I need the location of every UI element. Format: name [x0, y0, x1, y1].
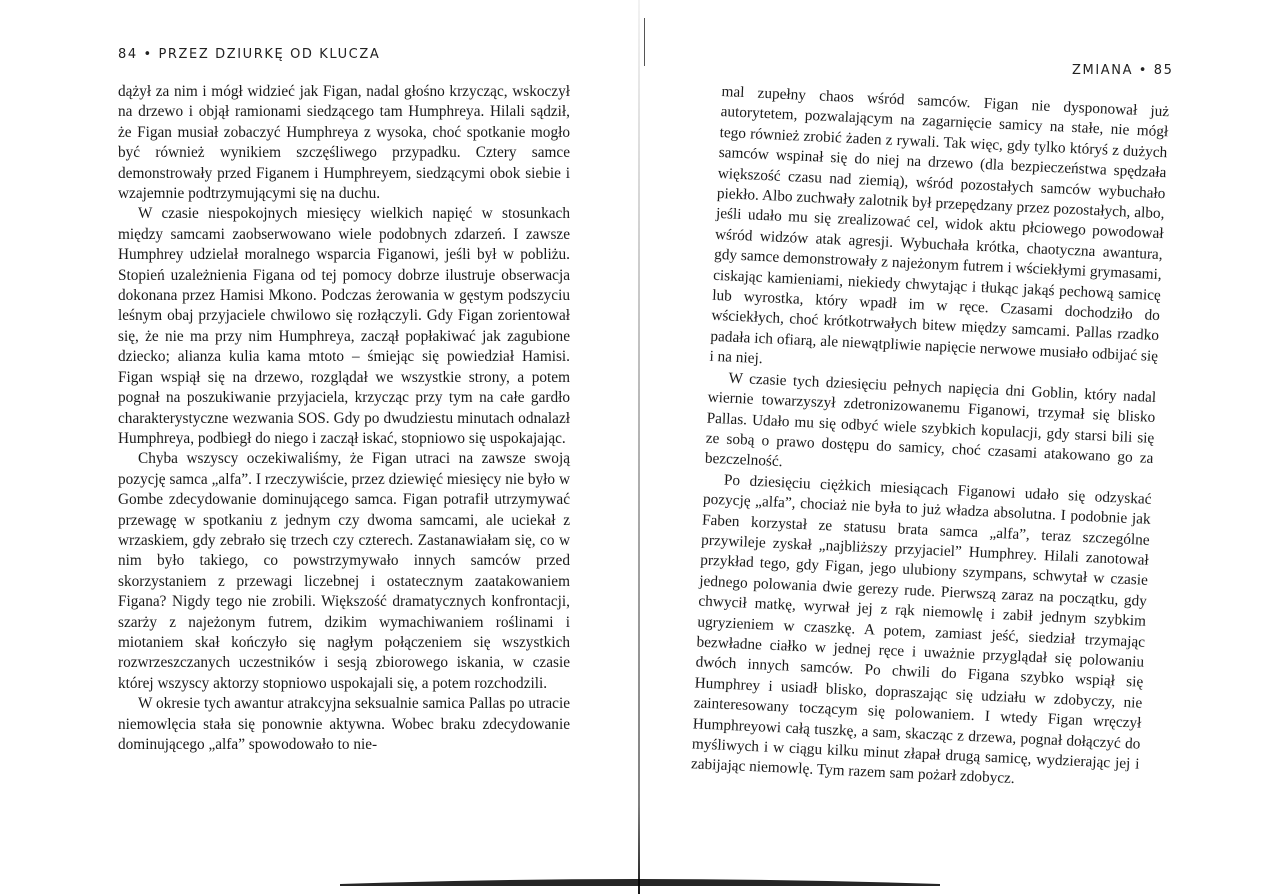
right-paragraph-1: mal zupełny chaos wśród samców. Figan nie dysponował już autorytetem, pozwalającym na zagarnięcie samicy na stałe, nie mógł tego również zrobić żaden z rywali. Tak więc, gdy tylko któryś z dużych samców wspinał się do niej na drzewo (dla bezpieczeństwa spędzała większość czasu nad ziemią), wśród pozostałych samców wybuchało piekło. Albo zuchwały zalotnik był przepędzany przez pozostałych, albo, jeśli udało mu się zrealizować cel, widok aktu płciowego powodował wśród widzów atak agresji. Wybuchała krótka, chaotyczna awantura, gdy samce demonstrowały z najeżonym futrem i wściekłymi grymasami, ciskając kamieniami, niekiedy chwytając i tłukąc jakąś pechową samicę lub wyrostka, który wpadł im w ręce. Czasami dochodziło do wściekłych, choć krótkotrwałych bitew między samcami. Pallas rzadko padała ich ofiarą, ale niewątpliwie napięcie nerwowe musiało odbijać się i na niej. — [709, 82, 1170, 368]
left-paragraph-3: Chyba wszyscy oczekiwaliśmy, że Figan utraci na zawsze swoją pozycję samca „alfa”. I rzeczywiście, przez dziewięć miesięcy nie było w Gombe zdecydowanie dominującego samca. Figan potrafił utrzymywać przewagę w spotkaniu z jednym czy dwoma samcami, ale uciekał z wrzaskiem, gdy zebrało się trzech czy czterech. Zastanawiałam się, co w nim było takiego, co powstrzymywało innych samców przed skorzystaniem z przewagi liczebnej i ostatecznym zaatakowaniem Figana? Nigdy tego nie zrobili. Większość dramatycznych konfrontacji, szarży z najeżonym futrem, dzikim wymachiwaniem roślinami i miotaniem skał kończyło się nagłym połączeniem się wszystkich rozwrzeszczanych uczestników i sesją zbiorowego iskania, w czasie której wszyscy aktorzy stopniowo uspokajali się, a potem rozchodzili. — [118, 450, 570, 692]
left-paragraph-1: dążył za nim i mógł widzieć jak Figan, nadal głośno krzycząc, wskoczył na drzewo i objął ramionami siedzącego tam Humphreya. Hilali sądził, że Figan musiał zobaczyć Humphreya z wysoka, choć spotkanie mogło być również wynikiem szczęśliwego przypadku. Cztery samce demonstrowały przed Figanem i Humphreyem, siedzącymi obok siebie i wzajemnie podtrzymującymi się na duchu. — [118, 83, 570, 203]
right-paragraph-2: W czasie tych dziesięciu pełnych napięcia dni Goblin, który nadal wiernie towarzyszył zdetronizowanemu Figanowi, trzymał się blisko Pallas. Udało mu się odbyć wiele szybkich kopulacji, gdy starsi bili się ze sobą o prawo dostępu do samicy, choć czasami atakowano go za bezczelność. — [704, 369, 1157, 471]
right-page-header: ZMIANA • 85 — [1072, 63, 1174, 78]
book-gutter — [638, 0, 640, 894]
left-paragraph-4: W okresie tych awantur atrakcyjna seksualnie samica Pallas po utracie niemowlęcia stała się ponownie aktywna. Wobec braku zdecydowanie dominującego „alfa” spowodowało to nie- — [118, 695, 570, 753]
left-paragraph-2: W czasie niespokojnych miesięcy wielkich napięć w stosunkach między samcami zaobserwowano wiele podobnych zdarzeń. I zawsze Humphrey udzielał moralnego wsparcia Figanowi, jeśli był w pobliżu. Stopień uzależnienia Figana od tej pomocy dobrze ilustruje obserwacja dokonana przez Hamisi Mkono. Podczas żerowania w gęstym podszyciu leśnym obaj przyjaciele chwilowo się rozłączyli. Gdy Figan zorientował się, że nie ma przy nim Humphreya, zaczął popłakiwać jak zagubione dziecko; alianza kulia kama mtoto – śmiejąc się powiedział Hamisi. Figan wspiął się na drzewo, rozglądał we wszystkie strony, a potem pognał na poszukiwanie przyjaciela, krzycząc przy tym na całe gardło charakterystyczne wezwania SOS. Gdy po dwudziestu minutach odnalazł Humphreya, podbiegł do niego i zaczął iskać, stopniowo się uspokajając. — [118, 205, 570, 447]
right-paragraph-3: Po dziesięciu ciężkich miesiącach Figanowi udało się odzyskać pozycję „alfa”, chociaż nie była to już władza absolutna. I podobnie jak Faben korzystał ze statusu brata samca „alfa”, teraz szczególne przywileje zyskał „najbliższy przyjaciel” Humphrey. Hilali zanotował przykład tego, gdy Figan, jego ulubiony szympans, schwytał w czasie jednego polowania dwie gerezy rude. Pierwszą zaraz na początku, gdy chwycił matkę, wyrwał jej z rąk niemowlę i zabił jednym szybkim ugryzieniem w czaszkę. A potem, zamiast jeść, siedział trzymając bezwładne ciałko w jednej ręce i uważnie przyglądał się polowaniu dwóch innych samców. Po chwili do Figana szybko wspiął się Humphrey i usiadł blisko, dopraszając się udziału w zdobyczy, nie zainteresowany toczącym się polowaniem. I wtedy Figan wręczył Humphreyowi całą tuszkę, a sam, skacząc z drzewa, pognał dołączyć do myśliwych i w ciągu kilku minut złapał drugą samicę, wydzierając jej i zabijając niemowlę. Tym razem sam pożarł zdobycz. — [690, 471, 1152, 788]
left-page-body — [118, 82, 570, 755]
right-page-body — [691, 82, 1170, 795]
spine-shadow — [340, 872, 940, 886]
gutter-scan-mark — [644, 18, 645, 66]
left-page-header: 84 • PRZEZ DZIURKĘ OD KLUCZA — [118, 47, 381, 62]
